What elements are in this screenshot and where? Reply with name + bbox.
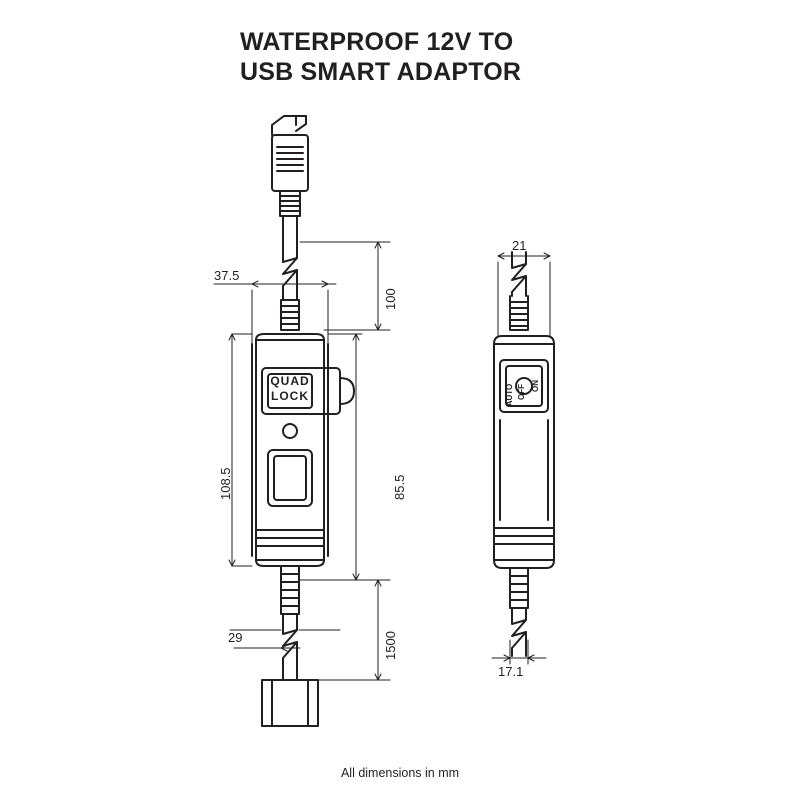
brand-line2-text: LOCK bbox=[271, 389, 309, 403]
dim-front-bottom-width: 29 bbox=[228, 630, 243, 645]
dim-front-body-length: 85.5 bbox=[392, 474, 407, 500]
brand-line1-text: QUAD bbox=[270, 374, 310, 388]
dim-front-width: 37.5 bbox=[214, 268, 240, 283]
front-plug-strain-relief bbox=[280, 191, 300, 232]
page-title-line1: WATERPROOF 12V TO bbox=[240, 28, 514, 56]
side-upper-strain-relief bbox=[510, 296, 528, 330]
front-lower-strain-relief bbox=[281, 566, 299, 614]
dim-front-cable-bottom: 1500 bbox=[383, 631, 398, 660]
switch-label-auto: AUTO bbox=[505, 383, 514, 407]
side-switch-labels bbox=[505, 380, 540, 406]
page-title-line2: USB SMART ADAPTOR bbox=[240, 57, 522, 86]
dim-side-bottom-width: 17.1 bbox=[498, 664, 524, 679]
front-led-indicator bbox=[283, 424, 297, 438]
switch-label-on: ON bbox=[531, 380, 540, 392]
switch-label-off: OFF bbox=[517, 384, 526, 400]
front-usb-end-block bbox=[262, 680, 318, 726]
front-brand-text bbox=[270, 374, 309, 403]
footnote: All dimensions in mm bbox=[340, 766, 460, 780]
front-upper-strain-relief bbox=[281, 300, 299, 330]
side-main-body bbox=[494, 336, 554, 568]
dim-front-length: 108.5 bbox=[218, 467, 233, 500]
front-upper-cable-break bbox=[283, 258, 297, 300]
side-lower-strain-relief bbox=[510, 568, 528, 608]
dim-front-cable-top: 100 bbox=[383, 288, 398, 310]
front-plug-connector bbox=[272, 116, 308, 191]
front-usb-port-window bbox=[268, 450, 312, 506]
front-dimension-lines bbox=[214, 242, 390, 680]
front-lower-cable bbox=[283, 614, 297, 680]
dim-side-top-width: 21 bbox=[512, 238, 527, 253]
side-top-cable bbox=[512, 252, 526, 296]
side-lower-cable bbox=[512, 608, 526, 656]
front-upper-cable bbox=[283, 232, 297, 262]
